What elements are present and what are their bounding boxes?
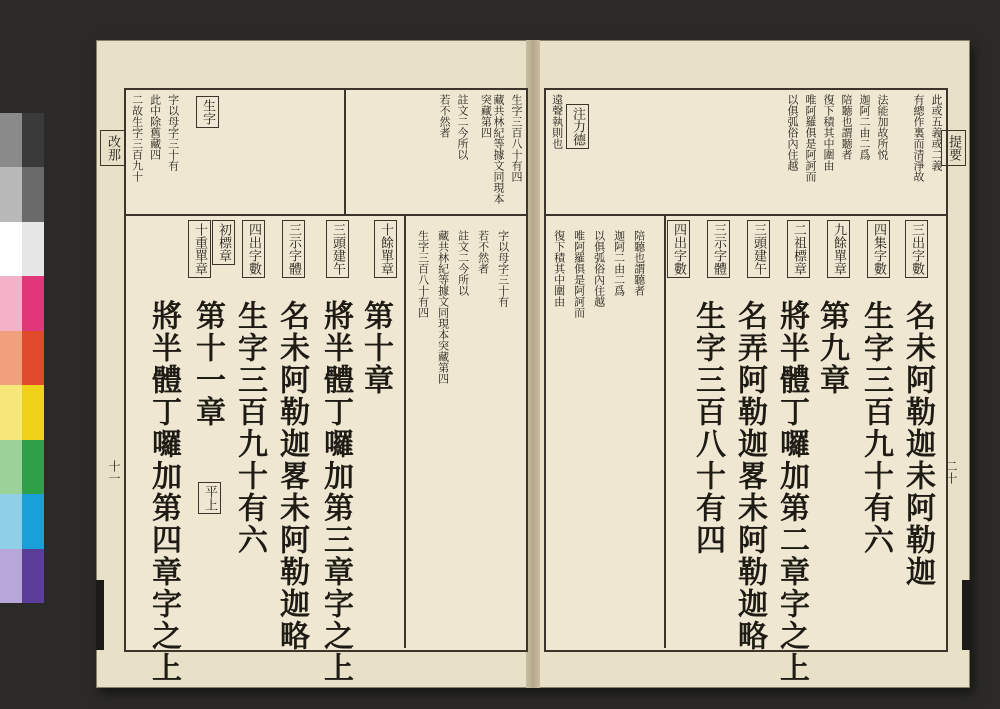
calibration-swatch (0, 276, 22, 330)
left-note-3: 二故生字三百九十 (130, 94, 144, 182)
left-page-mark: 十一 (107, 460, 121, 484)
left-commentary-b: 藏共林紀等據文同現本突藏第四 (436, 230, 450, 384)
right-commentary-a: 復下積其中圍由 (552, 230, 566, 307)
right-box-label-1: 三出字數 (905, 220, 928, 278)
left-commentary-e: 字以母字三十有 (496, 230, 510, 307)
right-header-divider (546, 214, 946, 216)
calibration-swatch (22, 167, 44, 221)
right-section-label: 第九章 (814, 300, 849, 396)
right-box-label-7: 四出字數 (667, 220, 690, 278)
right-page-mark: 二十 (944, 460, 958, 484)
calibration-swatch (22, 222, 44, 276)
left-inner-vrule (404, 214, 406, 648)
right-main-line-5: 生字三百八十有四 (690, 300, 725, 556)
left-main-line-4: 第十一章 (190, 300, 225, 428)
left-note-7: 字以母字三十有 (166, 94, 180, 171)
calibration-swatch (22, 440, 44, 494)
left-note-6: 若不然者 (438, 94, 451, 138)
left-box-label-7: 十重單章 (188, 220, 211, 278)
left-box-label-4: 三頭建午 (326, 220, 349, 278)
right-note-6: 復下積其中圍由 (822, 94, 835, 171)
book-gutter (526, 40, 540, 688)
color-calibration-strip (0, 113, 44, 603)
right-box-label-2: 四集字數 (867, 220, 890, 278)
calibration-swatch (22, 113, 44, 167)
left-main-line-1: 將半體丁囉加第三章字之上 (318, 300, 353, 684)
left-main-line-3: 生字三百九十有六 (232, 300, 267, 556)
left-box-label-5: 三示字體 (282, 220, 305, 278)
calibration-swatch (0, 222, 22, 276)
left-header-divider (126, 214, 526, 216)
left-note-4: 此中除舊藏四 (148, 94, 162, 160)
left-note-1: 生字三百八十有四 (510, 94, 523, 182)
right-commentary-c: 以俱弧俗內住越 (592, 230, 606, 307)
calibration-swatch (0, 331, 22, 385)
left-commentary-c: 註文二今所以 (456, 230, 470, 296)
left-page-frame (124, 88, 528, 684)
calibration-swatch (22, 385, 44, 439)
left-box-label-6: 四出字數 (242, 220, 265, 278)
calibration-swatch (22, 331, 44, 385)
calibration-row (0, 167, 44, 221)
right-commentary-e: 陪聽也謂聽者 (632, 230, 646, 296)
calibration-swatch (0, 385, 22, 439)
right-note-9: 注力德 (566, 104, 589, 149)
right-note-4: 迦阿二由二爲 (858, 94, 871, 160)
left-box-flat-tone: 平上 (198, 482, 221, 514)
left-side-tab: 改那 (100, 130, 125, 166)
calibration-swatch (0, 549, 22, 603)
left-box-label-2: 十餘單章 (374, 220, 397, 278)
left-binding-clip (96, 580, 104, 650)
right-page-frame (544, 88, 948, 684)
right-note-7: 唯阿羅俱是阿訶而 (804, 94, 817, 182)
calibration-row (0, 549, 44, 603)
right-main-line-1: 名未阿勒迦未阿勒迦 (900, 300, 935, 588)
calibration-swatch (0, 494, 22, 548)
calibration-swatch (0, 440, 22, 494)
right-commentary-d: 迦阿二由二爲 (612, 230, 626, 296)
right-commentary-b: 唯阿羅俱是阿訶而 (572, 230, 586, 318)
right-box-label-3: 九餘單章 (827, 220, 850, 278)
right-box-label-6: 三示字體 (707, 220, 730, 278)
calibration-swatch (22, 549, 44, 603)
right-main-line-3: 將半體丁囉加第二章字之上 (774, 300, 809, 684)
right-note-1: 此或五義或二義 (930, 94, 943, 171)
calibration-swatch (22, 494, 44, 548)
left-main-line-5: 將半體丁囉加第四章字之上 (146, 300, 181, 684)
left-commentary-a: 生字三百八十有四 (416, 230, 430, 318)
left-box-label-3: 初標章 (212, 220, 235, 265)
right-main-line-4: 名弄阿勒迦畧未阿勒迦略 (732, 300, 767, 652)
left-main-line-2: 名未阿勒迦畧未阿勒迦略 (274, 300, 309, 652)
calibration-row (0, 222, 44, 276)
left-box-label-1: 生字 (196, 96, 219, 128)
right-binding-clip (962, 580, 970, 650)
calibration-swatch (0, 167, 22, 221)
calibration-swatch (22, 276, 44, 330)
right-side-tab: 提要 (941, 130, 966, 166)
right-box-label-4: 二祖標章 (787, 220, 810, 278)
calibration-row (0, 385, 44, 439)
calibration-swatch (0, 113, 22, 167)
left-note-2: 藏共林紀等據文同現本突藏第四 (479, 94, 505, 204)
open-book (96, 40, 970, 688)
right-note-8: 以俱弧俗內住越 (786, 94, 799, 171)
right-inner-vrule (664, 214, 666, 648)
calibration-row (0, 113, 44, 167)
left-section-label: 第十章 (358, 300, 393, 396)
left-column-divider (344, 90, 346, 214)
right-box-label-5: 三頭建午 (747, 220, 770, 278)
right-note-10: 遠聲執則也 (550, 94, 564, 149)
right-note-5: 陪聽也謂聽者 (840, 94, 853, 160)
calibration-row (0, 494, 44, 548)
right-note-3: 法能加故所悦 (876, 94, 889, 160)
calibration-row (0, 331, 44, 385)
calibration-row (0, 276, 44, 330)
calibration-row (0, 440, 44, 494)
right-main-line-2: 生字三百九十有六 (858, 300, 893, 556)
left-commentary-d: 若不然者 (476, 230, 490, 274)
left-note-5: 註文二今所以 (456, 94, 469, 160)
right-note-2: 有總作裏而清淨故 (912, 94, 925, 182)
